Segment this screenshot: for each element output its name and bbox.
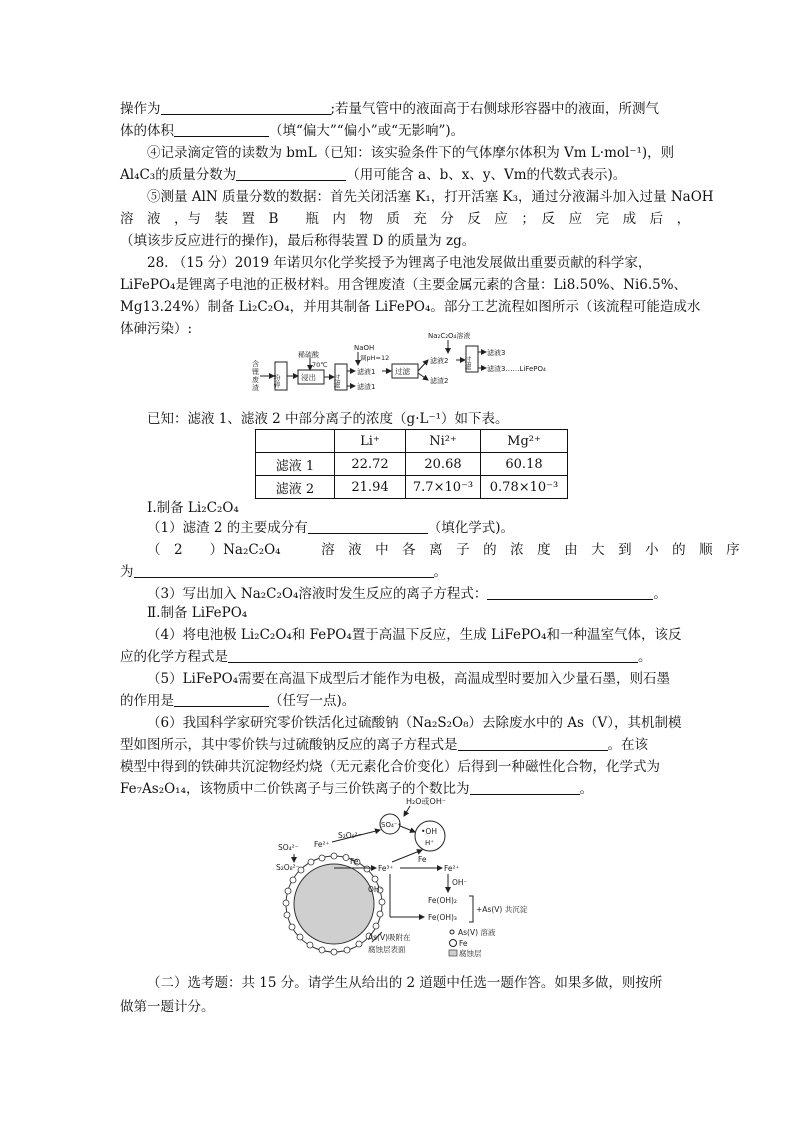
text: 。 [638,649,652,665]
table-cell: 滤液 1 [256,453,335,476]
table-header-row [256,430,568,453]
table-header-cell: Ni²⁺ [406,430,481,453]
leach-label: 浸出 [301,373,316,382]
text: 。 [653,586,667,602]
answer-blank[interactable] [174,692,269,707]
feed-label-1: 含 [252,360,259,368]
table-row [256,453,568,476]
feed-label-2: 锂 [252,368,259,376]
feed-label-3: 废 [252,376,259,384]
answer-blank[interactable] [174,122,269,137]
filtrate2-label: 滤液2 [430,357,449,365]
fe2-label-b: Fe²⁺ [444,864,460,873]
part1-title: Ⅰ.制备 Li₂C₂O₄ [147,500,239,516]
part2-q6-line-2 [120,734,680,756]
fe-label: Fe [350,857,359,866]
part2-q6-line-3: 模型中得到的铁砷共沉淀物经灼烧（无元素化合价变化）后得到一种磁性化合物，化学式为 [120,759,660,775]
table-cell: 60.18 [481,453,568,476]
text: ;若量气管中的液面高于右侧球形容器中的液面，所测气 [330,101,660,117]
h2o-label: H₂O或OH⁻ [406,797,447,806]
adsorb-label-2: 腐蚀层表面 [368,945,406,954]
na2c2o4-label: Na₂C₂O₄溶液 [428,332,471,340]
fe-arrow-label: Fe [418,855,427,864]
q27-line-4 [120,164,680,186]
s2o8-label-b: S₂O₈²⁻ [338,831,362,840]
table-cell: 7.7×10⁻³ [406,476,481,499]
elective-line-2: 做第一题计分。 [120,999,215,1015]
part2-q5-answer [120,690,680,712]
part2-q4-answer [120,646,680,668]
text: 操作为 [120,101,161,117]
answer-blank[interactable] [458,736,608,751]
feoh3-label: Fe(OH)₃ [428,913,457,922]
answer-blank[interactable] [228,648,638,663]
residue1-label: 滤渣1 [357,383,376,391]
legend-fe-label: Fe [459,939,468,948]
legend-as-marker [450,930,454,934]
fe-core [294,864,374,944]
table-header-cell [256,430,335,453]
crush-label: 粉碎 [273,374,281,388]
q27-line-2 [120,120,680,142]
text: 。 [579,781,594,797]
ohminus-label-1: OH⁻ [452,878,468,887]
q28-line-1: 28. （15 分）2019 年诺贝尔化学奖授予为锂离子电池发展做出重要贡献的科学家， [147,255,652,271]
table-cell: 21.94 [335,476,406,499]
legend-fe-marker [450,940,457,947]
filter-label-3: 过滤 [464,356,472,370]
part1-q1 [147,517,707,539]
process-flow-diagram [250,328,580,412]
part2-q5: （5）LiFePO₄需要在高温下成型后才能作为电极，高温成型时要加入少量石墨，则石墨 [147,671,671,687]
table-cell: 20.68 [406,453,481,476]
text: 。 [433,564,447,580]
text: 应的化学方程式是 [120,649,228,665]
so4-radical-label: SO₄⁻• [381,821,402,829]
acid-label: 稀硫酸 [298,351,319,359]
q28-line-4: 体砷污染）: [120,321,193,337]
answer-blank[interactable] [487,585,653,600]
text: Fe₇As₂O₁₄，该物质中二价铁离子与三价铁离子的个数比为 [120,781,470,797]
table-cell: 22.72 [335,453,406,476]
feed-label-4: 渣 [252,384,259,392]
text: 为 [120,564,134,580]
q28-line-3: Mg13.24%）制备 Li₂C₂O₄，并用其制备 LiFePO₄。部分工艺流程如图所示（该流程可能造成水 [120,299,701,315]
table-row [256,476,568,499]
legend-layer-label: 腐蚀层 [459,949,482,958]
elective-line-1: （二）选考题：共 15 分。请学生从给出的 2 道题中任选一题作答。如果多做，则按所 [147,975,663,991]
part1-q2: （ 2 ）Na₂C₂O₄ 溶 液 中 各 离 子 的 浓 度 由 大 到 小 的 顺 序 [147,542,740,558]
product-label: 滤渣3……LiFePO₄ [487,365,546,373]
answer-blank[interactable] [134,563,434,578]
text: （1）滤渣 2 的主要成分有 [147,520,308,536]
so4-label: SO₄²⁻ [278,843,299,852]
temp-label: 70℃ [312,361,328,369]
table-intro: 已知：滤液 1、滤液 2 中部分离子的浓度（g·L⁻¹）如下表。 [147,411,509,427]
s2o8-label-a: S₂O₈²⁻ [276,863,300,872]
filter-label-1: 过滤 [333,374,341,388]
mechanism-diagram [272,792,542,962]
text: 的作用是 [120,693,174,709]
q27-line-1 [120,98,680,120]
q27-line-6: 溶 液 ，与 装 置 B 瓶 内 物 质 充 分 反 应 ； 反 应 完 成 后 ， [120,211,691,227]
part2-q4: （4）将电池极 Li₂C₂O₄和 FePO₄置于高温下反应，生成 LiFePO₄和一种温室气体，该反 [147,627,682,643]
part2-title: Ⅱ.制备 LiFePO₄ [147,605,248,621]
q27-line-7: （填该步反应进行的操作)，最后称得装置 D 的质量为 zg。 [120,233,476,249]
ph-label: 调pH=12 [360,354,390,362]
text: Al₄C₃的质量分数为 [120,167,237,183]
table-header-cell: Mg²⁺ [481,430,568,453]
residue2-label: 滤渣2 [430,377,449,385]
filter-label-2: 过滤 [395,367,410,376]
h-label: H⁺ [425,839,434,847]
part1-q2-answer [120,561,680,583]
text: （用可能含 a、b、x、y、Vm的代数式表示)。 [346,167,627,183]
q27-line-3: ④记录滴定管的读数为 bmL（已知：该实验条件下的气体摩尔体积为 Vm L·mol⁻¹)，则 [147,145,675,161]
table-cell: 滤液 2 [256,476,335,499]
q28-line-2: LiFePO₄是锂离子电池的正极材料。用含锂废渣（主要金属元素的含量：Li8.50%、Ni6.5%、 [120,277,688,293]
coprecipitation-label: +As(V) 共沉淀 [476,905,528,914]
text: 。在该 [607,737,648,753]
table-header-cell: Li⁺ [335,430,406,453]
ohminus-label-2: OH⁻ [368,885,384,894]
answer-blank[interactable] [236,166,346,181]
answer-blank[interactable] [308,519,428,534]
text: （填“偏大”“偏小”或“无影响”)。 [269,123,465,139]
adsorb-label-1: As(V)吸附在 [368,933,411,942]
fe2-label-a: Fe²⁺ [314,840,330,849]
naoh-label: NaOH [354,344,375,352]
q27-line-5: ⑤测量 AlN 质量分数的数据：首先关闭活塞 K₁，打开活塞 K₃，通过分液漏斗加入过量 NaOH [147,189,714,205]
text: （任写一点)。 [269,693,356,709]
oh-label: •OH [421,827,437,836]
text: （填化学式)。 [427,520,515,536]
table-cell: 0.78×10⁻³ [481,476,568,499]
part2-q6: （6）我国科学家研究零价铁活化过硫酸钠（Na₂S₂O₈）去除废水中的 As（V），其机制模 [147,715,682,731]
text: （3）写出加入 Na₂C₂O₄溶液时发生反应的离子方程式： [147,586,488,602]
legend-layer-marker [449,950,457,956]
legend-as-label: As(V) 溶液 [458,928,496,937]
text: 型如图所示，其中零价铁与过硫酸钠反应的离子方程式是 [120,737,458,753]
text: 体的体积 [120,123,174,139]
feoh2-label: Fe(OH)₂ [428,896,457,905]
concentration-table [255,429,568,499]
fe3-label: Fe³⁺ [378,864,394,873]
filtrate1-label: 滤液1 [357,368,376,376]
filtrate3-label: 滤液3 [487,349,506,357]
answer-blank[interactable] [161,100,331,115]
